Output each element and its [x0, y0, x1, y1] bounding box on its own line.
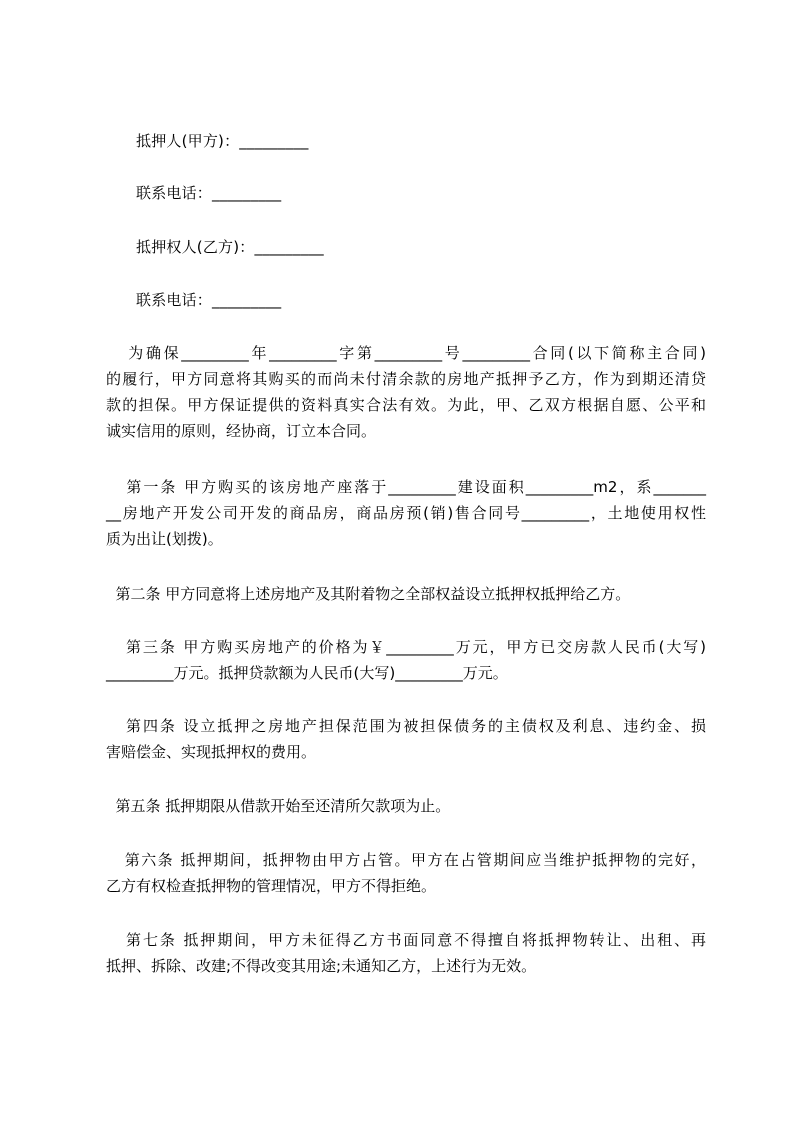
mortgagee-phone-line: 联系电话：_________	[136, 291, 282, 309]
article-2-paragraph	[106, 581, 706, 607]
article-1-paragraph	[106, 474, 706, 552]
article-2-row: 第二条 甲方同意将上述房地产及其附着物之全部权益设立抵押权抵押给乙方。	[106, 585, 631, 603]
article-6-paragraph	[106, 847, 706, 899]
article-7-row: 抵押、拆除、改建;不得改变其用途;未通知乙方，上述行为无效。	[106, 957, 537, 975]
article-7-row: 第七条 抵押期间，甲方未征得乙方书面同意不得擅自将抵押物转让、出租、再	[106, 931, 706, 949]
article-3-row: 第三条 甲方购买房地产的价格为￥_________万元，甲方已交房款人民币(大写)	[106, 638, 706, 656]
mortgagor-phone-line: 联系电话：_________	[136, 184, 282, 202]
article-1-row: 第一条 甲方购买的该房地产座落于_________建设面积_________m2，系_______	[106, 478, 706, 496]
article-6-row: 乙方有权检查抵押物的管理情况，甲方不得拒绝。	[106, 877, 437, 895]
mortgagor-line: 抵押人(甲方)：_________	[136, 132, 309, 150]
preamble-row: 的履行，甲方同意将其购买的而尚未付清余款的房地产抵押予乙方，作为到期还清贷	[106, 370, 706, 388]
article-5-paragraph	[106, 793, 706, 819]
article-1-row: 质为出让(划拨)。	[106, 530, 223, 548]
preamble-row: 款的担保。甲方保证提供的资料真实合法有效。为此，甲、乙双方根据自愿、公平和	[106, 396, 706, 414]
article-4-paragraph	[106, 713, 706, 765]
mortgagee-line: 抵押权人(乙方)：_________	[136, 238, 324, 256]
preamble-row: 诚实信用的原则，经协商，订立本合同。	[106, 422, 377, 440]
preamble-paragraph	[106, 340, 706, 444]
article-3-paragraph	[106, 634, 706, 686]
article-3-row: _________万元。抵押贷款额为人民币(大写)_________万元。	[106, 664, 508, 682]
article-1-row: __房地产开发公司开发的商品房，商品房预(销)售合同号_________，土地使用权性	[106, 504, 706, 522]
article-5-row: 第五条 抵押期限从借款开始至还清所欠款项为止。	[106, 797, 451, 815]
article-4-row: 第四条 设立抵押之房地产担保范围为被担保债务的主债权及利息、违约金、损	[106, 717, 706, 735]
article-4-row: 害赔偿金、实现抵押权的费用。	[106, 743, 317, 761]
article-6-row: 第六条 抵押期间，抵押物由甲方占管。甲方在占管期间应当维护抵押物的完好，	[106, 851, 706, 869]
preamble-row: 为确保_________年_________字第_________号_________合同(以下简称主合同)	[106, 344, 706, 362]
article-7-paragraph	[106, 927, 706, 979]
